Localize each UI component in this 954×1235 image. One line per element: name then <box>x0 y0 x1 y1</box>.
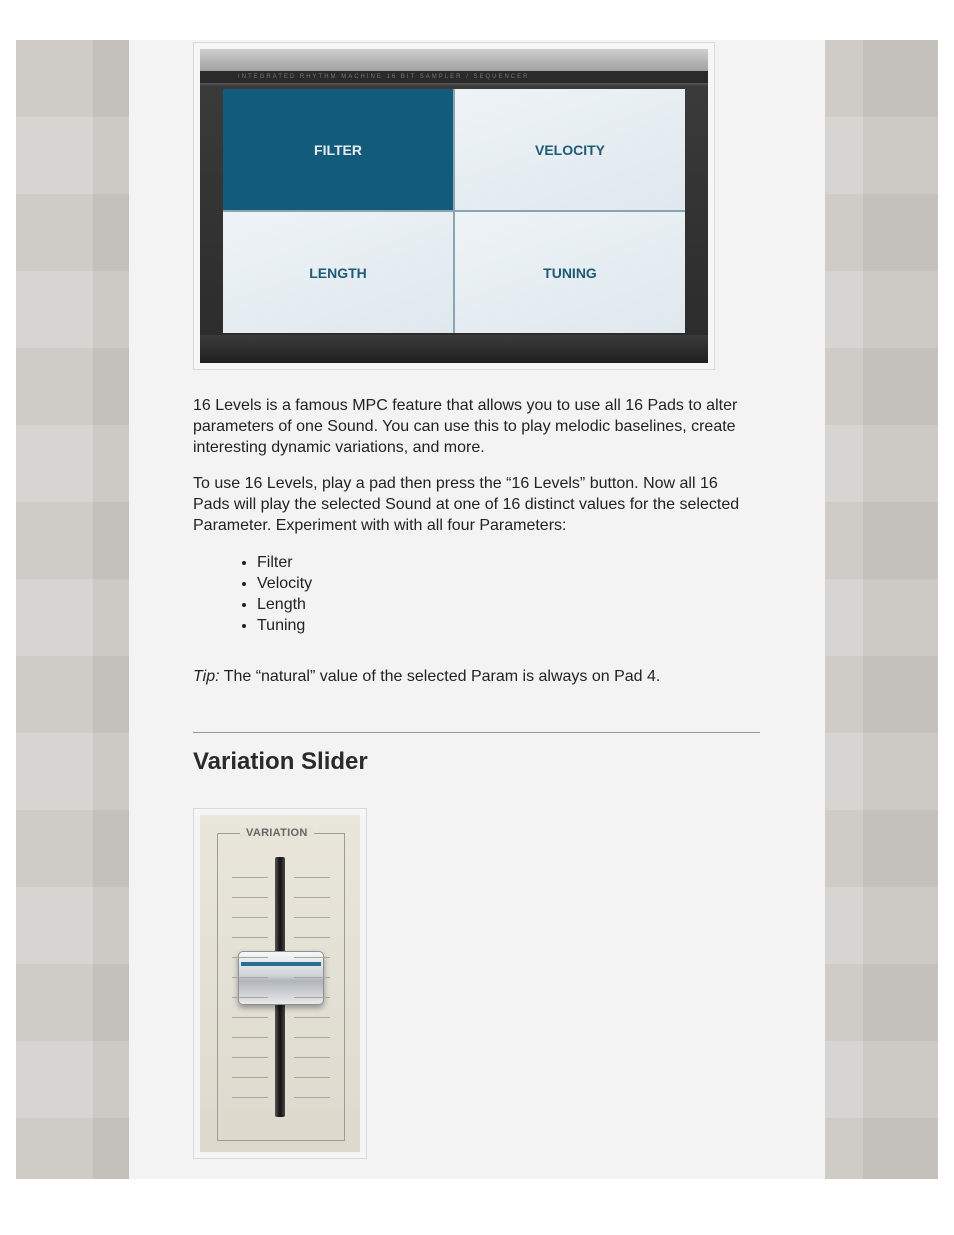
pad-filter[interactable]: FILTER <box>223 89 453 210</box>
slider-tick <box>232 1097 268 1098</box>
slider-tick <box>232 957 268 958</box>
slider-tick <box>232 1017 268 1018</box>
slider-tick <box>232 1057 268 1058</box>
tip-text: The “natural” value of the selected Param is always on Pad 4. <box>219 668 661 685</box>
slider-tick <box>294 937 330 938</box>
section-title: Variation Slider <box>193 748 368 775</box>
slider-label: VARIATION <box>240 827 314 839</box>
slider-tick <box>232 1077 268 1078</box>
slider-tick <box>294 1037 330 1038</box>
slider-tick <box>232 917 268 918</box>
slider-tick <box>232 877 268 878</box>
slider-tick <box>294 997 330 998</box>
slider-tick <box>294 1017 330 1018</box>
slider-tick <box>294 917 330 918</box>
list-item: • Velocity <box>257 573 312 594</box>
pad-frame-bottom <box>200 335 708 363</box>
slider-tick <box>294 1097 330 1098</box>
article-content <box>129 40 825 1179</box>
intro-paragraph: 16 Levels is a famous MPC feature that allows you to use all 16 Pads to alter parameters of one Sound. You can use this to play melodic baselines, create interesting dynamic variations, and more. <box>193 397 738 456</box>
slider-tick <box>232 1037 268 1038</box>
variation-slider-screenshot <box>193 808 367 1159</box>
slider-tick <box>294 877 330 878</box>
slider-tick <box>294 1077 330 1078</box>
slider-tick <box>294 977 330 978</box>
pad-length[interactable]: LENGTH <box>223 212 453 333</box>
parameter-pad-grid <box>223 89 685 333</box>
slider-tick <box>232 937 268 938</box>
tip-paragraph <box>193 666 753 687</box>
slider-tick <box>232 897 268 898</box>
pad-frame <box>200 49 708 363</box>
slider-tick <box>294 957 330 958</box>
slider-tick <box>294 1057 330 1058</box>
parameter-list <box>193 552 312 636</box>
list-item: • Length <box>257 594 312 615</box>
slider-tick <box>294 897 330 898</box>
slider-tick <box>232 997 268 998</box>
pad-velocity[interactable]: VELOCITY <box>455 89 685 210</box>
tip-label: Tip: <box>193 668 220 685</box>
section-divider <box>193 732 760 733</box>
usage-paragraph: To use 16 Levels, play a pad then press the “16 Levels” button. Now all 16 Pads will play the selected Sound at one of 16 distinct values for the selected Parameter. Experiment with with all four Parameters: <box>193 475 740 534</box>
sixteen-levels-screenshot <box>193 42 715 370</box>
list-item: • Tuning <box>257 615 312 636</box>
list-item: • Filter <box>257 552 312 573</box>
device-header-strip: INTEGRATED RHYTHM MACHINE 16 BIT SAMPLER / SEQUENCER <box>200 71 708 83</box>
slider-tick <box>232 977 268 978</box>
slider-panel <box>200 815 360 1152</box>
pad-tuning[interactable]: TUNING <box>455 212 685 333</box>
